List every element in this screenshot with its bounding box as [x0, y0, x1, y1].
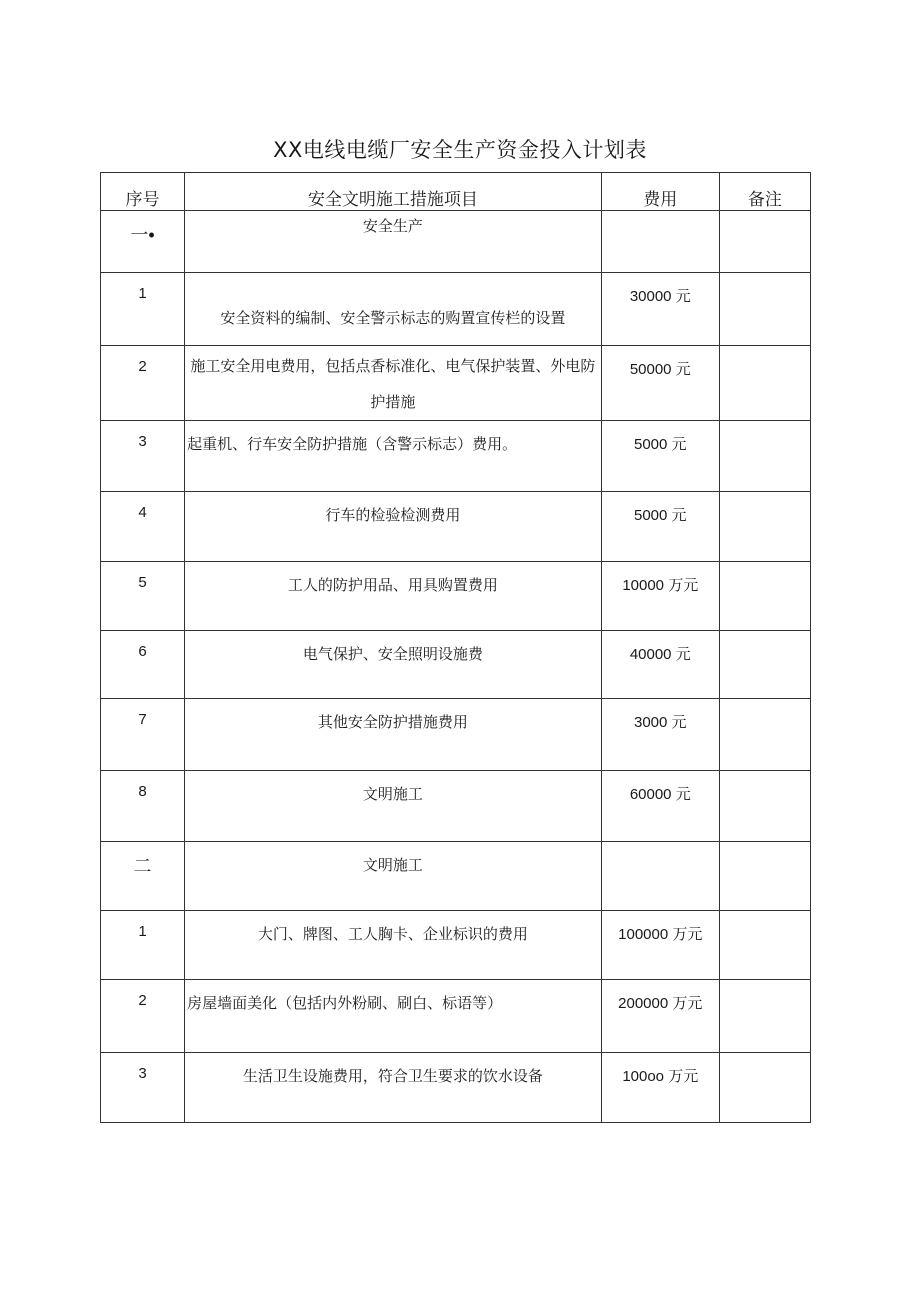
section-no: 二 — [101, 842, 185, 911]
row-unit: 元 — [675, 287, 691, 305]
row-cost — [601, 346, 719, 421]
table-header-row — [101, 173, 811, 211]
row-cost — [601, 699, 719, 771]
row-item: 文明施工 — [185, 771, 602, 842]
row-unit: 万元 — [672, 925, 703, 943]
section-cost — [601, 842, 719, 911]
row-cost — [601, 492, 719, 562]
section-row-safety — [101, 211, 811, 273]
row-unit: 元 — [675, 645, 691, 663]
section-note — [719, 211, 810, 273]
row-cost — [601, 1053, 719, 1123]
row-amount: 100oo — [622, 1068, 665, 1085]
row-unit: 元 — [671, 506, 687, 524]
row-amount: 5000 — [633, 507, 668, 524]
row-amount: 3000 — [633, 714, 668, 731]
section-note — [719, 842, 810, 911]
row-note — [719, 421, 810, 492]
row-no: 5 — [101, 562, 185, 631]
row-unit: 万元 — [668, 576, 699, 594]
header-no: 序号 — [101, 173, 185, 211]
row-amount: 100000 — [618, 926, 669, 943]
row-amount: 60000 — [629, 786, 672, 803]
row-note — [719, 699, 810, 771]
row-note — [719, 492, 810, 562]
row-note — [719, 562, 810, 631]
row-no: 8 — [101, 771, 185, 842]
table-row — [101, 980, 811, 1053]
row-item: 起重机、行车安全防护措施（含警示标志）费用。 — [185, 421, 602, 492]
section-title: 安全生产 — [185, 211, 602, 273]
row-cost — [601, 771, 719, 842]
row-unit: 元 — [671, 435, 687, 453]
row-item: 房屋墙面美化（包括内外粉刷、刷白、标语等） — [185, 980, 602, 1053]
row-cost — [601, 562, 719, 631]
row-unit: 元 — [675, 785, 691, 803]
section-no: 一• — [101, 211, 185, 273]
row-amount: 200000 — [618, 995, 669, 1012]
table-row — [101, 273, 811, 346]
row-amount: 40000 — [629, 646, 672, 663]
table-row — [101, 492, 811, 562]
row-cost — [601, 980, 719, 1053]
row-cost — [601, 911, 719, 980]
row-item: 施工安全用电费用，包括点香标准化、电气保护装置、外电防护措施 — [185, 346, 602, 421]
row-item: 工人的防护用品、用具购置费用 — [185, 562, 602, 631]
section-title: 文明施工 — [185, 842, 602, 911]
table-row — [101, 346, 811, 421]
row-item: 安全资料的编制、安全警示标志的购置宣传栏的设置 — [185, 273, 602, 346]
row-no: 6 — [101, 631, 185, 699]
row-amount: 5000 — [633, 436, 668, 453]
row-note — [719, 911, 810, 980]
row-note — [719, 346, 810, 421]
table-row — [101, 421, 811, 492]
row-unit: 万元 — [672, 994, 703, 1012]
table-row — [101, 699, 811, 771]
row-no: 3 — [101, 1053, 185, 1123]
row-item: 电气保护、安全照明设施费 — [185, 631, 602, 699]
row-note — [719, 273, 810, 346]
row-note — [719, 980, 810, 1053]
row-no: 2 — [101, 980, 185, 1053]
row-note — [719, 1053, 810, 1123]
row-amount: 30000 — [629, 288, 672, 305]
row-no: 7 — [101, 699, 185, 771]
row-unit: 万元 — [668, 1067, 699, 1085]
row-cost — [601, 631, 719, 699]
table-row — [101, 562, 811, 631]
table-row — [101, 1053, 811, 1123]
row-unit: 元 — [671, 713, 687, 731]
row-unit: 元 — [675, 360, 691, 378]
row-no: 2 — [101, 346, 185, 421]
row-item: 行车的检验检测费用 — [185, 492, 602, 562]
row-note — [719, 771, 810, 842]
section-row-civilized — [101, 842, 811, 911]
row-note — [719, 631, 810, 699]
row-no: 1 — [101, 911, 185, 980]
row-amount: 10000 — [622, 577, 665, 594]
header-cost: 费用 — [601, 173, 719, 211]
table-row — [101, 631, 811, 699]
row-no: 4 — [101, 492, 185, 562]
row-amount: 50000 — [629, 361, 672, 378]
row-no: 3 — [101, 421, 185, 492]
row-cost — [601, 273, 719, 346]
funding-plan-table — [100, 172, 811, 1123]
table-row — [101, 771, 811, 842]
row-cost — [601, 421, 719, 492]
row-item: 生活卫生设施费用，符合卫生要求的饮水设备 — [185, 1053, 602, 1123]
header-item: 安全文明施工措施项目 — [185, 173, 602, 211]
row-item: 其他安全防护措施费用 — [185, 699, 602, 771]
section-cost — [601, 211, 719, 273]
header-note: 备注 — [719, 173, 810, 211]
table-row — [101, 911, 811, 980]
document-title: XX电线电缆厂安全生产资金投入计划表 — [273, 138, 647, 162]
row-item: 大门、牌图、工人胸卡、企业标识的费用 — [185, 911, 602, 980]
row-no: 1 — [101, 273, 185, 346]
